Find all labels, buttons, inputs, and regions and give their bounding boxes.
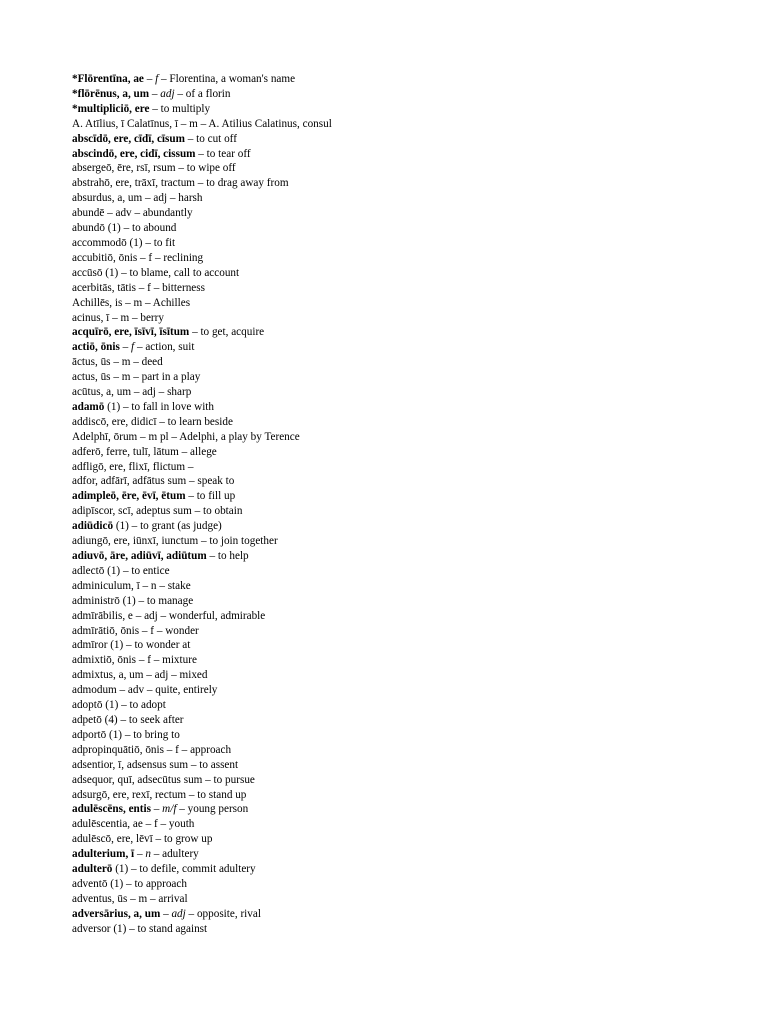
dictionary-entry	[72, 489, 712, 504]
entry-text: – to multiply	[149, 102, 211, 115]
entry-text: admixtus, a, um – adj – mixed	[72, 669, 208, 682]
dictionary-entry	[72, 206, 712, 221]
dictionary-entry	[72, 549, 712, 564]
dictionary-entry	[72, 221, 712, 236]
entry-text: A. Atīlius, ī Calatīnus, ī – m – A. Atilius Calatinus, consul	[72, 117, 332, 130]
dictionary-entry	[72, 564, 712, 579]
dictionary-entry	[72, 862, 712, 877]
dictionary-entry	[72, 236, 712, 251]
entry-text: adsequor, quī, adsecūtus sum – to pursue	[72, 773, 255, 786]
dictionary-entry	[72, 370, 712, 385]
entry-text: absergeō, ēre, rsī, rsum – to wipe off	[72, 162, 236, 175]
entry-grammar-tag: f	[155, 73, 159, 85]
dictionary-entry	[72, 579, 712, 594]
dictionary-entry	[72, 758, 712, 773]
entry-text: –	[149, 87, 161, 100]
entry-text: Adelphī, ōrum – m pl – Adelphi, a play by Terence	[72, 430, 300, 443]
dictionary-entry	[72, 877, 712, 892]
entry-text: accubitiō, ōnis – f – reclining	[72, 251, 204, 264]
entry-text: admixtiō, ōnis – f – mixture	[72, 654, 197, 667]
dictionary-entry	[72, 802, 712, 817]
dictionary-entry	[72, 638, 712, 653]
entry-text: adventus, ūs – m – arrival	[72, 892, 188, 905]
entry-grammar-tag: f	[131, 341, 135, 354]
dictionary-entry	[72, 415, 712, 430]
entry-text: adfor, adfārī, adfātus sum – speak to	[72, 475, 235, 488]
dictionary-entry	[72, 892, 712, 907]
dictionary-entry	[72, 624, 712, 639]
entry-text: – adultery	[150, 848, 199, 861]
entry-text: absurdus, a, um – adj – harsh	[72, 192, 203, 205]
dictionary-entry	[72, 668, 712, 683]
entry-text: accommodō (1) – to fit	[72, 236, 176, 249]
dictionary-entry	[72, 713, 712, 728]
entry-text: – Florentina, a woman's name	[158, 73, 296, 85]
dictionary-entry	[72, 609, 712, 624]
entry-text: administrō (1) – to manage	[72, 594, 194, 607]
entry-text: adiungō, ere, iūnxī, iunctum – to join together	[72, 535, 278, 548]
entry-text: acūtus, a, um – adj – sharp	[72, 386, 192, 399]
entry-grammar-tag: n	[145, 848, 151, 861]
entry-text: adlectō (1) – to entice	[72, 564, 170, 577]
dictionary-entry	[72, 817, 712, 832]
entry-headword: adiuvō, āre, adiūvī, adiūtum	[72, 550, 207, 562]
entry-text: abstrahō, ere, trāxī, tractum – to drag away from	[72, 177, 289, 190]
entry-text: actus, ūs – m – part in a play	[72, 371, 201, 384]
entry-headword: adimpleō, ēre, ēvī, ētum	[72, 490, 186, 503]
dictionary-entry	[72, 311, 712, 326]
entry-text: acerbitās, tātis – f – bitterness	[72, 281, 205, 294]
dictionary-entry	[72, 325, 712, 340]
entry-text: – young person	[176, 803, 249, 816]
entry-text: āctus, ūs – m – deed	[72, 356, 163, 369]
dictionary-entry	[72, 847, 712, 862]
entry-text: – of a florin	[174, 87, 231, 100]
dictionary-entry	[72, 117, 712, 132]
dictionary-entry	[72, 594, 712, 609]
dictionary-entry	[72, 355, 712, 370]
dictionary-entry	[72, 460, 712, 475]
dictionary-entry	[72, 653, 712, 668]
entry-text: adsentior, ī, adsensus sum – to assent	[72, 758, 239, 771]
entry-text: accūsō (1) – to blame, call to account	[72, 266, 240, 279]
entry-text: adminiculum, ī – n – stake	[72, 579, 191, 592]
dictionary-entry	[72, 698, 712, 713]
entry-text: adpetō (4) – to seek after	[72, 713, 184, 726]
entry-text: –	[143, 73, 156, 85]
entry-headword: actiō, ōnis	[72, 341, 120, 354]
entry-text: – to cut off	[184, 132, 237, 145]
entry-text: Achillēs, is – m – Achilles	[72, 296, 191, 309]
entry-text: admīror (1) – to wonder at	[72, 639, 191, 652]
entry-grammar-tag: m/f	[162, 803, 177, 816]
dictionary-entry	[72, 340, 712, 355]
entry-text: admodum – adv – quite, entirely	[72, 684, 218, 697]
entry-text: adsurgō, ere, rexī, rectum – to stand up	[72, 788, 247, 801]
entry-text: adipīscor, scī, adeptus sum – to obtain	[72, 505, 243, 518]
dictionary-entry	[72, 191, 712, 206]
entry-headword: *Flōrentīna, ae	[72, 73, 144, 85]
entry-text: – to help	[206, 550, 249, 562]
entry-text: – action, suit	[134, 341, 195, 354]
entry-headword: adamō	[72, 400, 105, 413]
entry-headword: *flōrēnus, a, um	[72, 87, 150, 100]
dictionary-entry	[72, 788, 712, 803]
entry-text: acinus, ī – m – berry	[72, 311, 164, 324]
dictionary-entry	[72, 683, 712, 698]
dictionary-entry	[72, 519, 712, 534]
dictionary-entry	[72, 534, 712, 549]
entry-text: adfligō, ere, flixī, flictum –	[72, 460, 194, 473]
dictionary-entry	[72, 176, 712, 191]
entry-headword: acquīrō, ere, īsīvī, īsītum	[72, 326, 190, 339]
dictionary-entry	[72, 147, 712, 162]
dictionary-entry	[72, 72, 712, 87]
entry-text: adpropinquātiō, ōnis – f – approach	[72, 743, 232, 756]
dictionary-entry	[72, 504, 712, 519]
entry-text: adulēscō, ere, lēvī – to grow up	[72, 833, 213, 846]
entry-text: adportō (1) – to bring to	[72, 728, 180, 741]
entry-text: adferō, ferre, tulī, lātum – allege	[72, 445, 217, 458]
entry-text: –	[119, 341, 132, 354]
entry-text: abundē – adv – abundantly	[72, 207, 193, 220]
entry-text: –	[150, 803, 163, 816]
entry-headword: abscindō, ere, cidī, cissum	[72, 147, 196, 160]
dictionary-entry	[72, 474, 712, 489]
entry-text: adventō (1) – to approach	[72, 877, 187, 890]
dictionary-entry	[72, 445, 712, 460]
dictionary-entry	[72, 385, 712, 400]
dictionary-entry	[72, 743, 712, 758]
entry-text: admīrātiō, ōnis – f – wonder	[72, 624, 199, 637]
dictionary-entry	[72, 296, 712, 311]
dictionary-entry	[72, 251, 712, 266]
entry-text: (1) – to fall in love with	[104, 400, 215, 413]
entry-text: – to fill up	[185, 490, 236, 503]
entry-text: adversor (1) – to stand against	[72, 922, 208, 935]
dictionary-entry	[72, 132, 712, 147]
dictionary-entry	[72, 773, 712, 788]
dictionary-page	[72, 72, 712, 937]
entry-text: – to get, acquire	[189, 326, 265, 339]
entry-headword: adulterium, ī	[72, 848, 135, 861]
dictionary-entry	[72, 281, 712, 296]
dictionary-entry	[72, 161, 712, 176]
entry-text: – to tear off	[195, 147, 251, 160]
entry-text: addiscō, ere, didicī – to learn beside	[72, 415, 233, 428]
entry-headword: adulterō	[72, 863, 113, 876]
entry-grammar-tag: adj	[171, 907, 186, 920]
entry-text: (1) – to defile, commit adultery	[112, 863, 256, 876]
entry-text: adoptō (1) – to adopt	[72, 699, 166, 712]
entry-headword: *multipliciō, ere	[72, 102, 150, 115]
entry-headword: adiūdicō	[72, 520, 114, 533]
entry-text: adulēscentia, ae – f – youth	[72, 818, 195, 831]
dictionary-entry	[72, 907, 712, 922]
entry-text: admīrābilis, e – adj – wonderful, admirable	[72, 609, 266, 622]
dictionary-entry	[72, 922, 712, 937]
dictionary-entry	[72, 728, 712, 743]
dictionary-entry	[72, 832, 712, 847]
entry-text: – opposite, rival	[185, 907, 261, 920]
dictionary-entry	[72, 430, 712, 445]
entry-headword: adulēscēns, entis	[72, 803, 151, 816]
entry-headword: adversārius, a, um	[72, 907, 161, 920]
entry-text: (1) – to grant (as judge)	[113, 520, 222, 533]
dictionary-entry	[72, 266, 712, 281]
dictionary-entry	[72, 102, 712, 117]
entry-grammar-tag: adj	[160, 87, 175, 100]
dictionary-entry	[72, 400, 712, 415]
entry-text: –	[160, 907, 172, 920]
dictionary-entry	[72, 87, 712, 102]
entry-text: abundō (1) – to abound	[72, 222, 177, 235]
entry-headword: abscīdō, ere, cīdī, cīsum	[72, 132, 185, 145]
entry-text: –	[134, 848, 146, 861]
